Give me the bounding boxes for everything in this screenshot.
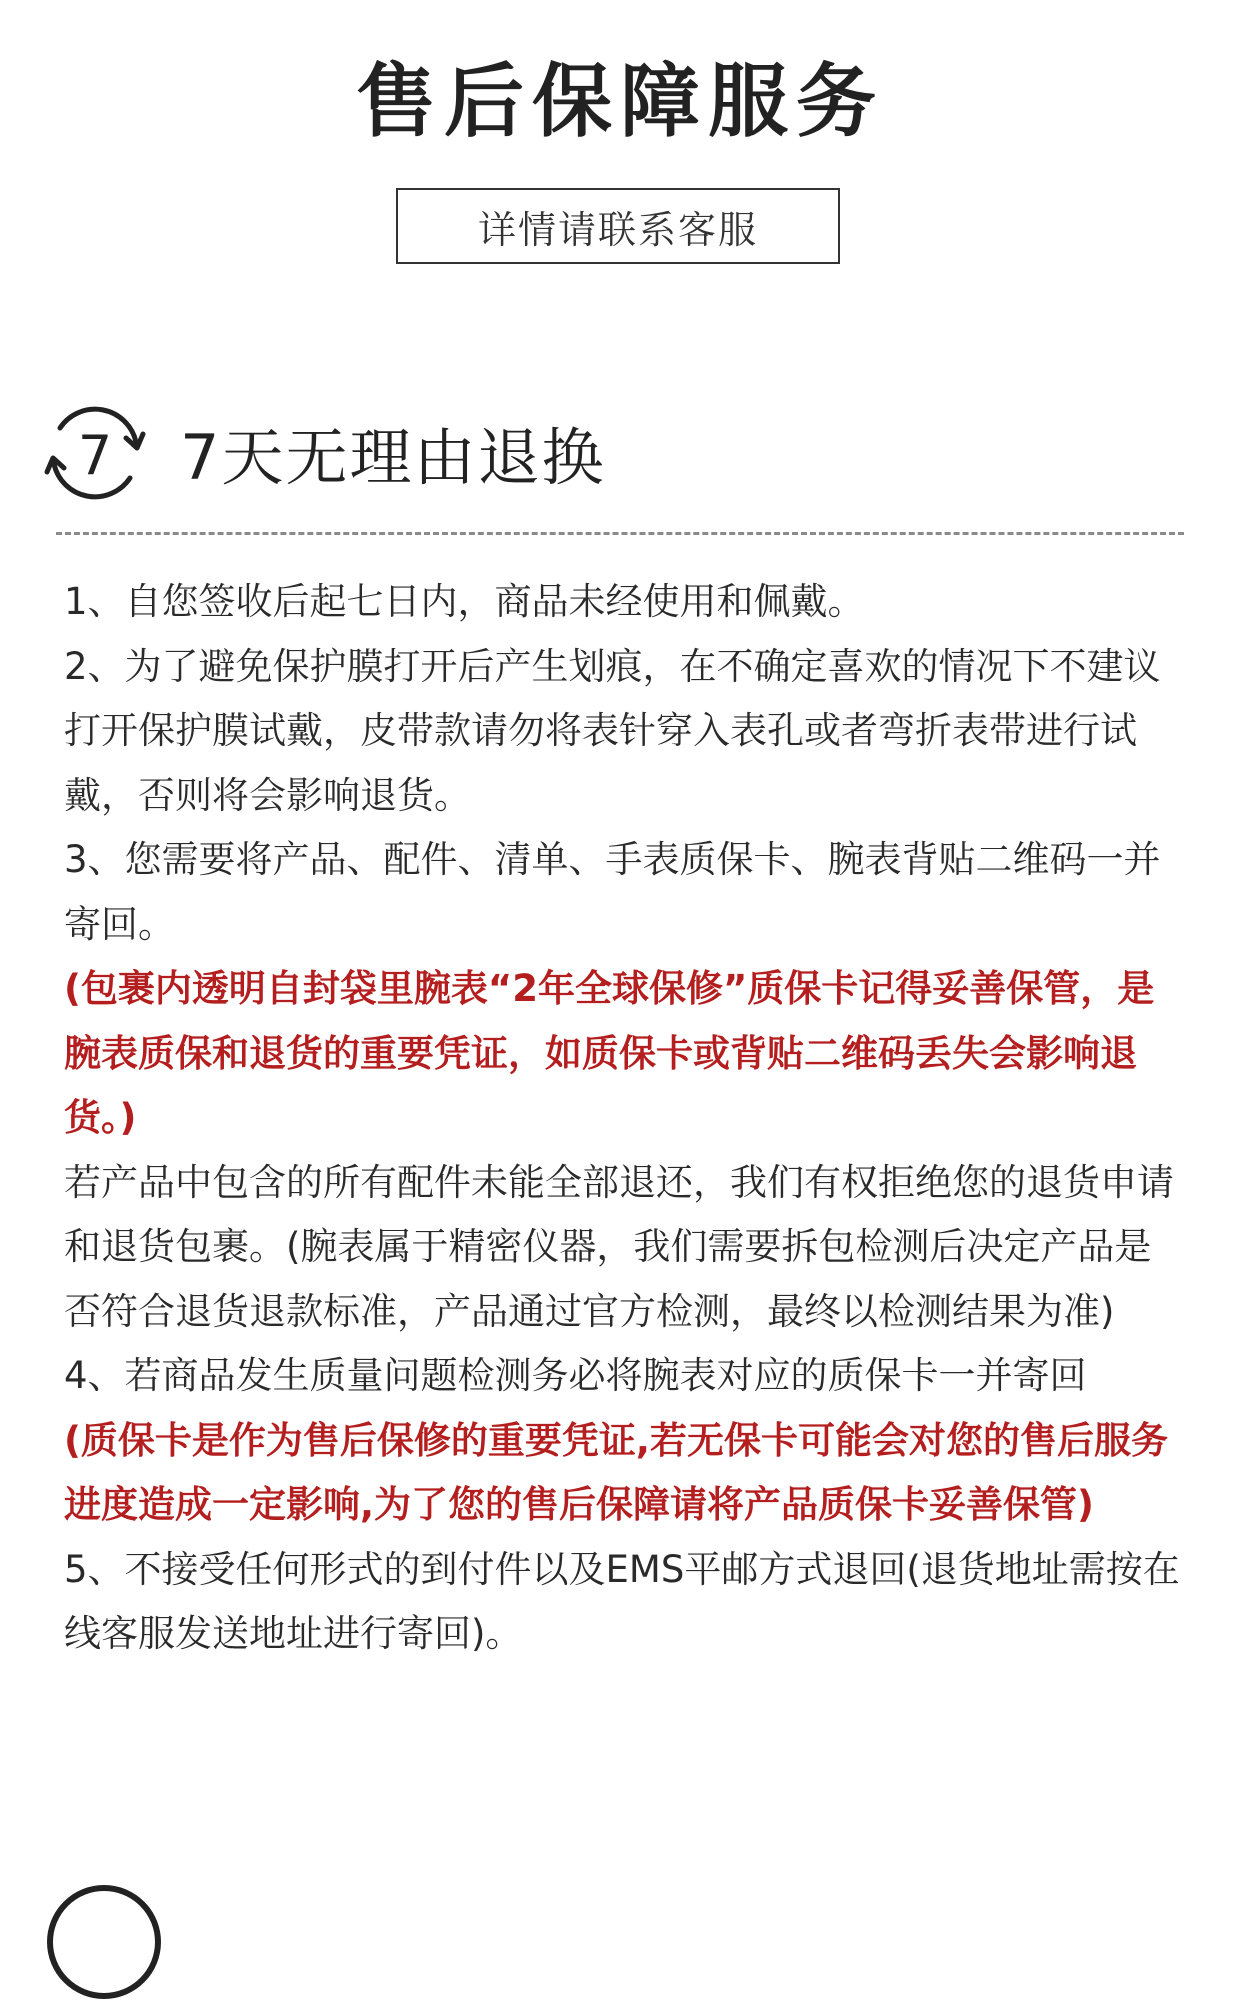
- dashed-divider: [56, 532, 1184, 535]
- policy-paragraph: 3、您需要将产品、配件、清单、手表质保卡、腕表背贴二维码一并寄回。: [64, 838, 1161, 946]
- next-section-icon: [44, 1882, 164, 2002]
- policy-paragraph: 4、若商品发生质量问题检测务必将腕表对应的质保卡一并寄回: [64, 1354, 1087, 1397]
- contact-service-box: 详情请联系客服: [396, 188, 840, 264]
- policy-paragraph: 5、不接受任何形式的到付件以及EMS平邮方式退回(退货地址需按在线客服发送地址进行寄回)。: [64, 1547, 1180, 1655]
- policy-warning: (包裹内透明自封袋里腕表“2年全球保修”质保卡记得妥善保管，是腕表质保和退货的重要凭证，如质保卡或背贴二维码丢失会影响退货。): [64, 967, 1155, 1139]
- section-title: 7天无理由退换: [180, 421, 606, 494]
- section-icon-numeral: 7: [77, 424, 113, 487]
- seven-day-cycle-icon: [40, 402, 150, 506]
- policy-paragraph: 2、为了避免保护膜打开后产生划痕，在不确定喜欢的情况下不建议打开保护膜试戴，皮带款请勿将表针穿入表孔或者弯折表带进行试戴，否则将会影响退货。: [64, 644, 1161, 817]
- policy-content: [64, 570, 1184, 1667]
- page-title: 售后保障服务: [356, 55, 884, 148]
- policy-paragraph: 1、自您签收后起七日内，商品未经使用和佩戴。: [64, 580, 865, 623]
- policy-warning: (质保卡是作为售后保修的重要凭证,若无保卡可能会对您的售后服务进度造成一定影响,为了您的售后保障请将产品质保卡妥善保管): [64, 1418, 1168, 1526]
- policy-paragraph: 若产品中包含的所有配件未能全部退还，我们有权拒绝您的退货申请和退货包裹。(腕表属于精密仪器，我们需要拆包检测后决定产品是否符合退货退款标准，产品通过官方检测，最终以检测结果为准): [64, 1160, 1174, 1333]
